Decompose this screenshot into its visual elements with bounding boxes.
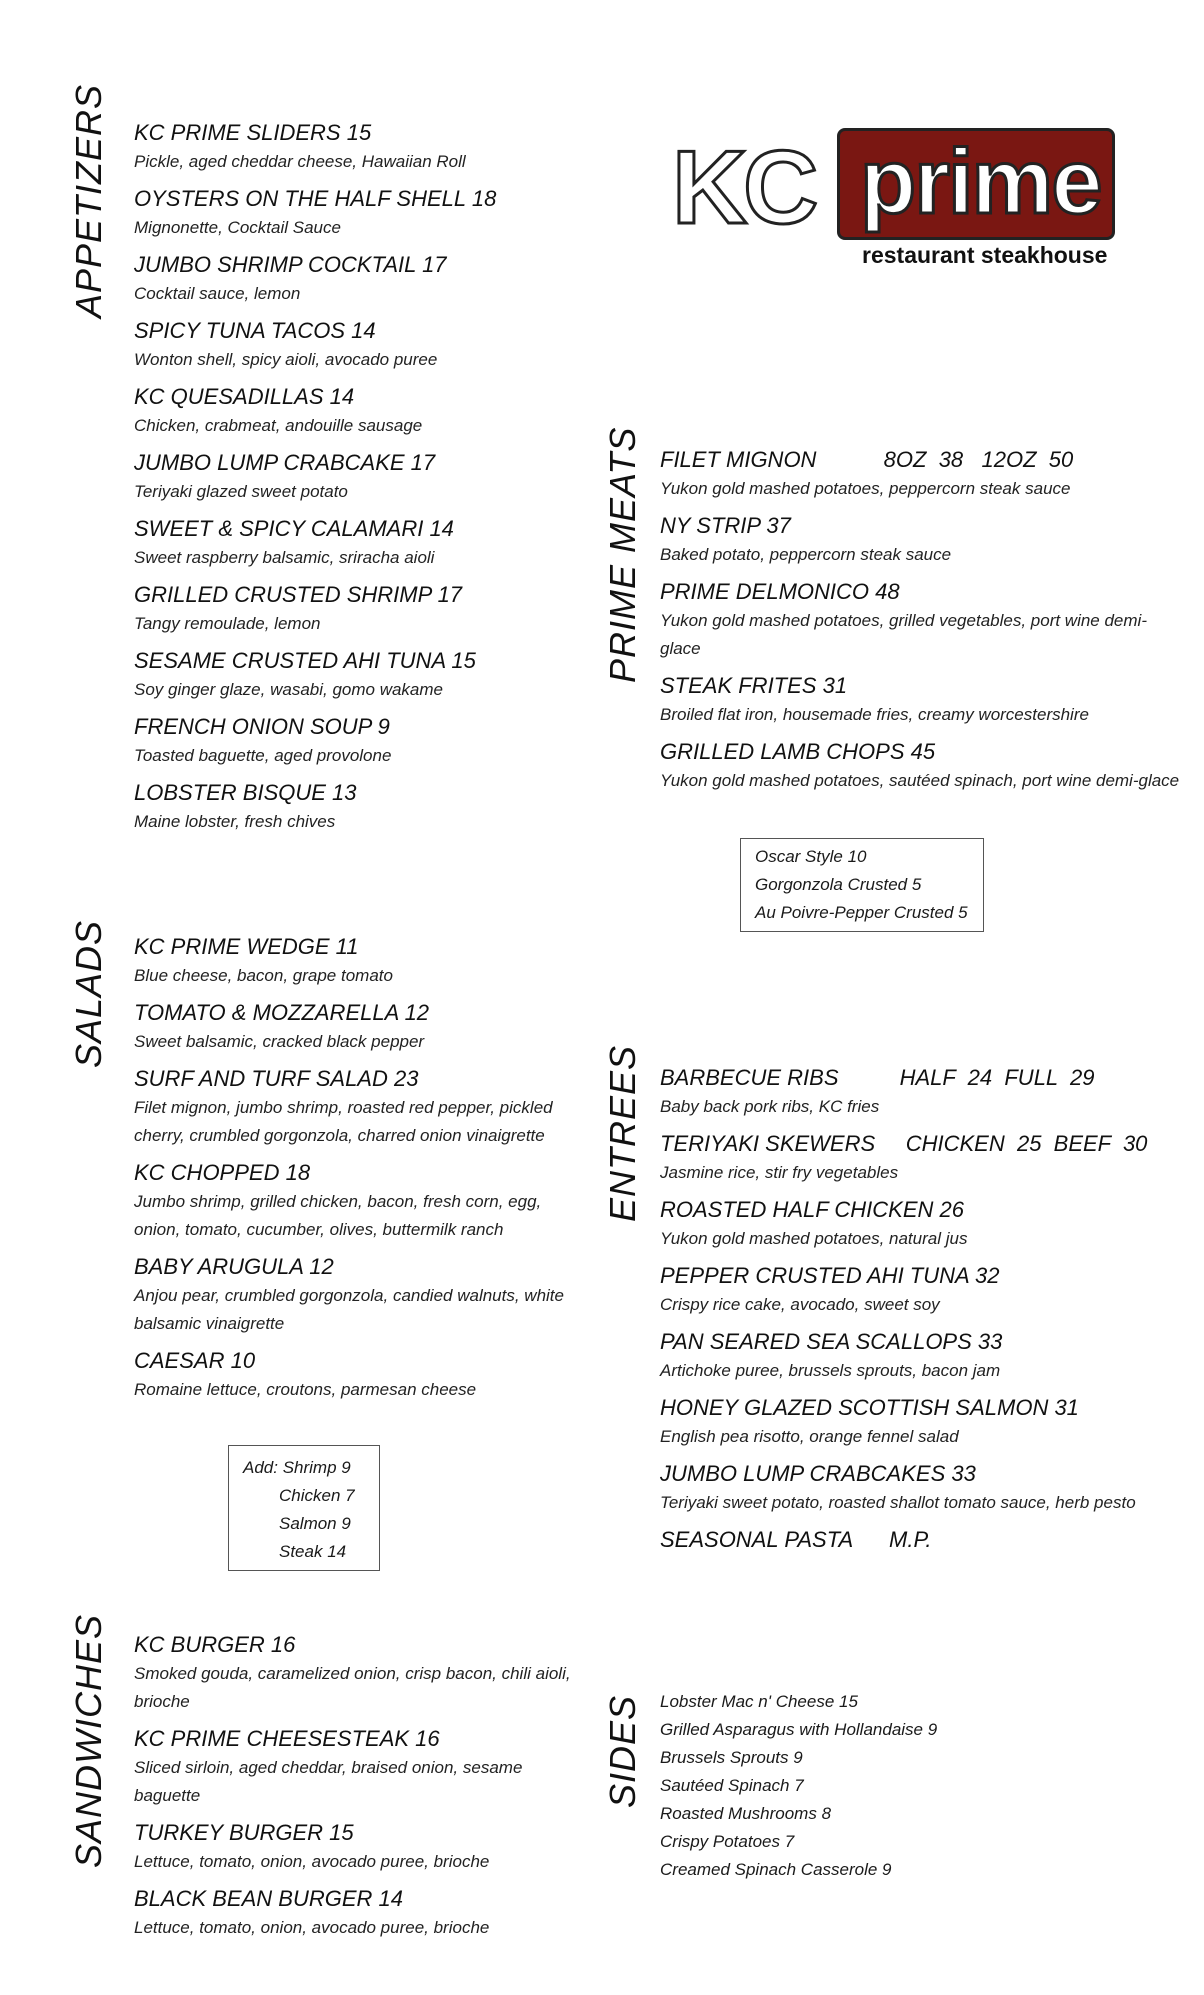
item-description: Chicken, crabmeat, andouille sausage <box>134 416 423 435</box>
menu-item <box>660 1129 1180 1187</box>
menu-item <box>134 1346 574 1404</box>
menu-item <box>660 1261 1180 1319</box>
side-item: Roasted Mushrooms 8 <box>660 1804 832 1823</box>
item-description: Cocktail sauce, lemon <box>134 284 301 303</box>
item-name: PAN SEARED SEA SCALLOPS 33 <box>660 1329 1003 1354</box>
item-name: KC QUESADILLAS 14 <box>134 384 355 409</box>
side-item: Crispy Potatoes 7 <box>660 1832 795 1851</box>
item-name: SESAME CRUSTED AHI TUNA 15 <box>134 648 476 673</box>
item-description: Broiled flat iron, housemade fries, creamy worcestershire <box>660 705 1089 724</box>
item-name: TOMATO & MOZZARELLA 12 <box>134 1000 430 1025</box>
item-name: KC CHOPPED 18 <box>134 1160 311 1185</box>
menu-item <box>660 1063 1180 1121</box>
item-name: ROASTED HALF CHICKEN 26 <box>660 1197 965 1222</box>
item-description: Sweet raspberry balsamic, sriracha aioli <box>134 548 435 567</box>
item-name: SPICY TUNA TACOS 14 <box>134 318 376 343</box>
side-item: Lobster Mac n' Cheese 15 <box>660 1692 858 1711</box>
menu-item <box>660 445 1180 503</box>
sides-list <box>660 1688 1140 1884</box>
salads-heading: SALADS <box>68 919 109 1068</box>
side-item: Sautéed Spinach 7 <box>660 1776 804 1795</box>
menu-item <box>660 737 1180 795</box>
item-name: FILET MIGNON 8OZ 38 12OZ 50 <box>660 447 1074 472</box>
item-name: PEPPER CRUSTED AHI TUNA 32 <box>660 1263 1000 1288</box>
menu-item <box>134 1818 574 1876</box>
addon-line: Au Poivre-Pepper Crusted 5 <box>755 903 968 922</box>
item-name: TURKEY BURGER 15 <box>134 1820 354 1845</box>
menu-item <box>134 646 574 704</box>
item-name: BABY ARUGULA 12 <box>134 1254 334 1279</box>
menu-item <box>134 1158 574 1244</box>
menu-item <box>134 778 574 836</box>
item-name: FRENCH ONION SOUP 9 <box>134 714 390 739</box>
menu-item <box>660 1393 1180 1451</box>
item-name: KC PRIME WEDGE 11 <box>134 934 359 959</box>
salad-addons-box <box>228 1445 380 1571</box>
menu-item <box>134 316 574 374</box>
item-description: Anjou pear, crumbled gorgonzola, candied walnuts, white balsamic vinaigrette <box>134 1286 564 1333</box>
menu-item <box>134 382 574 440</box>
item-description: English pea risotto, orange fennel salad <box>660 1427 959 1446</box>
item-description: Sweet balsamic, cracked black pepper <box>134 1032 425 1051</box>
salads-list <box>134 932 574 1412</box>
menu-item <box>660 511 1180 569</box>
item-name: LOBSTER BISQUE 13 <box>134 780 357 805</box>
menu-item <box>660 1459 1180 1517</box>
appetizers-heading: APPETIZERS <box>68 83 109 318</box>
item-name: BLACK BEAN BURGER 14 <box>134 1886 403 1911</box>
item-name: BARBECUE RIBS HALF 24 FULL 29 <box>660 1065 1095 1090</box>
side-item: Creamed Spinach Casserole 9 <box>660 1860 892 1879</box>
menu-item <box>660 577 1180 663</box>
addon-line: Add: Shrimp 9 <box>243 1458 351 1477</box>
menu-item <box>134 1252 574 1338</box>
item-description: Romaine lettuce, croutons, parmesan cheese <box>134 1380 477 1399</box>
item-description: Artichoke puree, brussels sprouts, bacon jam <box>660 1361 1001 1380</box>
entrees-heading: ENTREES <box>602 1044 643 1222</box>
item-description: Lettuce, tomato, onion, avocado puree, brioche <box>134 1918 490 1937</box>
menu-item <box>134 250 574 308</box>
item-description: Maine lobster, fresh chives <box>134 812 336 831</box>
item-description: Yukon gold mashed potatoes, grilled vegetables, port wine demi-glace <box>660 611 1147 658</box>
item-name: GRILLED CRUSTED SHRIMP 17 <box>134 582 463 607</box>
item-description: Soy ginger glaze, wasabi, gomo wakame <box>134 680 443 699</box>
menu-item <box>660 671 1180 729</box>
menu-item <box>134 1630 574 1716</box>
item-name: SURF AND TURF SALAD 23 <box>134 1066 419 1091</box>
addon-line: Chicken 7 <box>279 1486 355 1505</box>
prime-meats-list <box>660 445 1180 803</box>
side-item: Grilled Asparagus with Hollandaise 9 <box>660 1720 938 1739</box>
logo-tagline: restaurant steakhouse <box>862 242 1108 268</box>
menu-item <box>134 712 574 770</box>
item-description: Crispy rice cake, avocado, sweet soy <box>660 1295 940 1314</box>
logo-kc-text: KC <box>672 130 815 246</box>
sandwiches-heading: SANDWICHES <box>68 1613 109 1868</box>
appetizers-list <box>134 118 574 844</box>
item-name: JUMBO LUMP CRABCAKE 17 <box>134 450 436 475</box>
menu-item <box>134 580 574 638</box>
item-description: Teriyaki sweet potato, roasted shallot tomato sauce, herb pesto <box>660 1493 1136 1512</box>
item-description: Yukon gold mashed potatoes, natural jus <box>660 1229 968 1248</box>
addon-line: Oscar Style 10 <box>755 847 867 866</box>
addon-line: Salmon 9 <box>279 1514 351 1533</box>
item-description: Mignonette, Cocktail Sauce <box>134 218 341 237</box>
item-description: Blue cheese, bacon, grape tomato <box>134 966 393 985</box>
item-name: PRIME DELMONICO 48 <box>660 579 900 604</box>
item-name: CAESAR 10 <box>134 1348 256 1373</box>
item-name: SEASONAL PASTA M.P. <box>660 1527 932 1552</box>
item-name: KC PRIME CHEESESTEAK 16 <box>134 1726 440 1751</box>
prime-meats-heading: PRIME MEATS <box>602 426 643 683</box>
item-description: Smoked gouda, caramelized onion, crisp bacon, chili aioli, brioche <box>134 1664 571 1711</box>
logo-prime-text: prime <box>860 131 1101 233</box>
item-name: HONEY GLAZED SCOTTISH SALMON 31 <box>660 1395 1079 1420</box>
item-description: Baked potato, peppercorn steak sauce <box>660 545 952 564</box>
menu-item <box>134 932 574 990</box>
menu-item <box>660 1195 1180 1253</box>
addon-line: Gorgonzola Crusted 5 <box>755 875 922 894</box>
item-description: Jasmine rice, stir fry vegetables <box>660 1163 899 1182</box>
item-description: Jumbo shrimp, grilled chicken, bacon, fresh corn, egg, onion, tomato, cucumber, olives, buttermilk ranch <box>134 1192 542 1239</box>
item-description: Sliced sirloin, aged cheddar, braised onion, sesame baguette <box>134 1758 523 1805</box>
item-description: Baby back pork ribs, KC fries <box>660 1097 880 1116</box>
item-description: Wonton shell, spicy aioli, avocado puree <box>134 350 438 369</box>
item-name: KC PRIME SLIDERS 15 <box>134 120 372 145</box>
item-description: Yukon gold mashed potatoes, peppercorn steak sauce <box>660 479 1071 498</box>
item-description: Yukon gold mashed potatoes, sautéed spinach, port wine demi-glace <box>660 771 1180 790</box>
item-description: Tangy remoulade, lemon <box>134 614 321 633</box>
item-name: NY STRIP 37 <box>660 513 791 538</box>
item-description: Pickle, aged cheddar cheese, Hawaiian Roll <box>134 152 466 171</box>
side-item: Brussels Sprouts 9 <box>660 1748 803 1767</box>
logo-prime-box <box>837 128 1115 240</box>
sides-heading: SIDES <box>602 1694 643 1808</box>
item-description: Lettuce, tomato, onion, avocado puree, brioche <box>134 1852 490 1871</box>
item-name: KC BURGER 16 <box>134 1632 296 1657</box>
item-name: SWEET & SPICY CALAMARI 14 <box>134 516 454 541</box>
item-name: STEAK FRITES 31 <box>660 673 848 698</box>
menu-item <box>134 118 574 176</box>
item-name: GRILLED LAMB CHOPS 45 <box>660 739 936 764</box>
kc-prime-logo <box>672 124 1122 274</box>
menu-item <box>134 998 574 1056</box>
menu-item <box>134 1724 574 1810</box>
menu-item <box>660 1327 1180 1385</box>
item-description: Filet mignon, jumbo shrimp, roasted red pepper, pickled cherry, crumbled gorgonzola, charred onion vinaigrette <box>134 1098 553 1145</box>
sandwiches-list <box>134 1630 574 1950</box>
menu-item <box>134 448 574 506</box>
entrees-list <box>660 1063 1180 1563</box>
item-name: TERIYAKI SKEWERS CHICKEN 25 BEEF 30 <box>660 1131 1148 1156</box>
menu-item <box>134 1064 574 1150</box>
menu-item <box>660 1525 1180 1555</box>
item-name: JUMBO SHRIMP COCKTAIL 17 <box>134 252 447 277</box>
item-name: OYSTERS ON THE HALF SHELL 18 <box>134 186 497 211</box>
item-name: JUMBO LUMP CRABCAKES 33 <box>660 1461 976 1486</box>
steak-addons-box <box>740 838 984 932</box>
menu-item <box>134 1884 574 1942</box>
addon-line: Steak 14 <box>279 1542 347 1561</box>
item-description: Toasted baguette, aged provolone <box>134 746 392 765</box>
menu-item <box>134 514 574 572</box>
menu-item <box>134 184 574 242</box>
item-description: Teriyaki glazed sweet potato <box>134 482 348 501</box>
